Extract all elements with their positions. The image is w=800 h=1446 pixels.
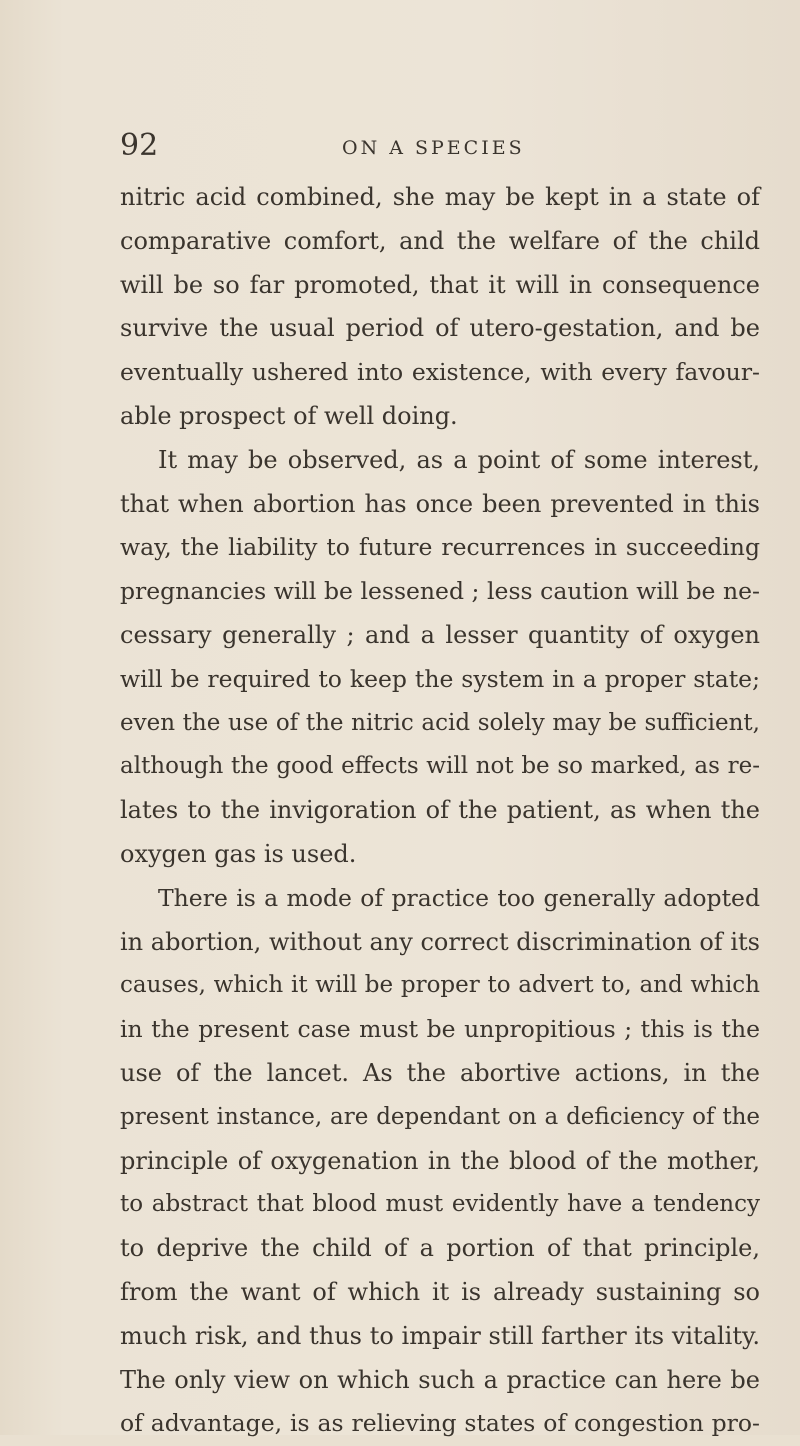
text-line: comparative comfort, and the welfare of the child [120, 226, 760, 255]
text-line: There is a mode of practice too generally adopted [158, 883, 760, 912]
text-line: even the use of the nitric acid solely may be sufficient, [120, 709, 760, 736]
text-line: although the good effects will not be so marked, as re- [120, 753, 760, 780]
text-line: use of the lancet. As the abortive actions, in the [120, 1058, 760, 1087]
text-line: eventually ushered into existence, with every favour- [120, 358, 760, 387]
text-line: will be required to keep the system in a proper state; [120, 664, 760, 693]
text-line: cessary generally ; and a lesser quantity of oxygen [120, 620, 760, 649]
text-line: way, the liability to future recurrences in succeeding [120, 533, 760, 562]
body-text [120, 176, 760, 1446]
text-line: principle of oxygenation in the blood of the mother, [120, 1146, 760, 1175]
text-line: much risk, and thus to impair still farther its vitality. [120, 1321, 760, 1350]
text-line: causes, which it will be proper to advert to, and which [120, 972, 760, 999]
text-line: present instance, are dependant on a deficiency of the [120, 1103, 760, 1130]
text-line: oxygen gas is used. [120, 839, 357, 868]
text-line: of advantage, is as relieving states of congestion pro- [120, 1409, 760, 1438]
running-title: ON A SPECIES [342, 137, 525, 159]
running-head [0, 128, 800, 168]
text-line: to deprive the child of a portion of that principle, [120, 1234, 760, 1263]
text-line: It may be observed, as a point of some interest, [158, 445, 760, 474]
text-line: able prospect of well doing. [120, 401, 458, 430]
text-line: in the present case must be unpropitious ; this is the [120, 1015, 760, 1044]
text-line: to abstract that blood must evidently have a tendency [120, 1191, 760, 1218]
text-line: will be so far promoted, that it will in consequence [120, 270, 760, 299]
text-line: from the want of which it is already sustaining so [120, 1277, 760, 1306]
text-line: lates to the invigoration of the patient, as when the [120, 796, 760, 825]
page-number: 92 [120, 128, 159, 163]
text-line: nitric acid combined, she may be kept in a state of [120, 183, 760, 211]
text-line: pregnancies will be lessened ; less caution will be ne- [120, 577, 760, 606]
text-line: The only view on which such a practice can here be [120, 1365, 760, 1394]
text-line: that when abortion has once been prevented in this [120, 489, 760, 518]
text-line: survive the usual period of utero-gestation, and be [120, 314, 760, 343]
text-line: in abortion, without any correct discrimination of its [120, 927, 760, 956]
